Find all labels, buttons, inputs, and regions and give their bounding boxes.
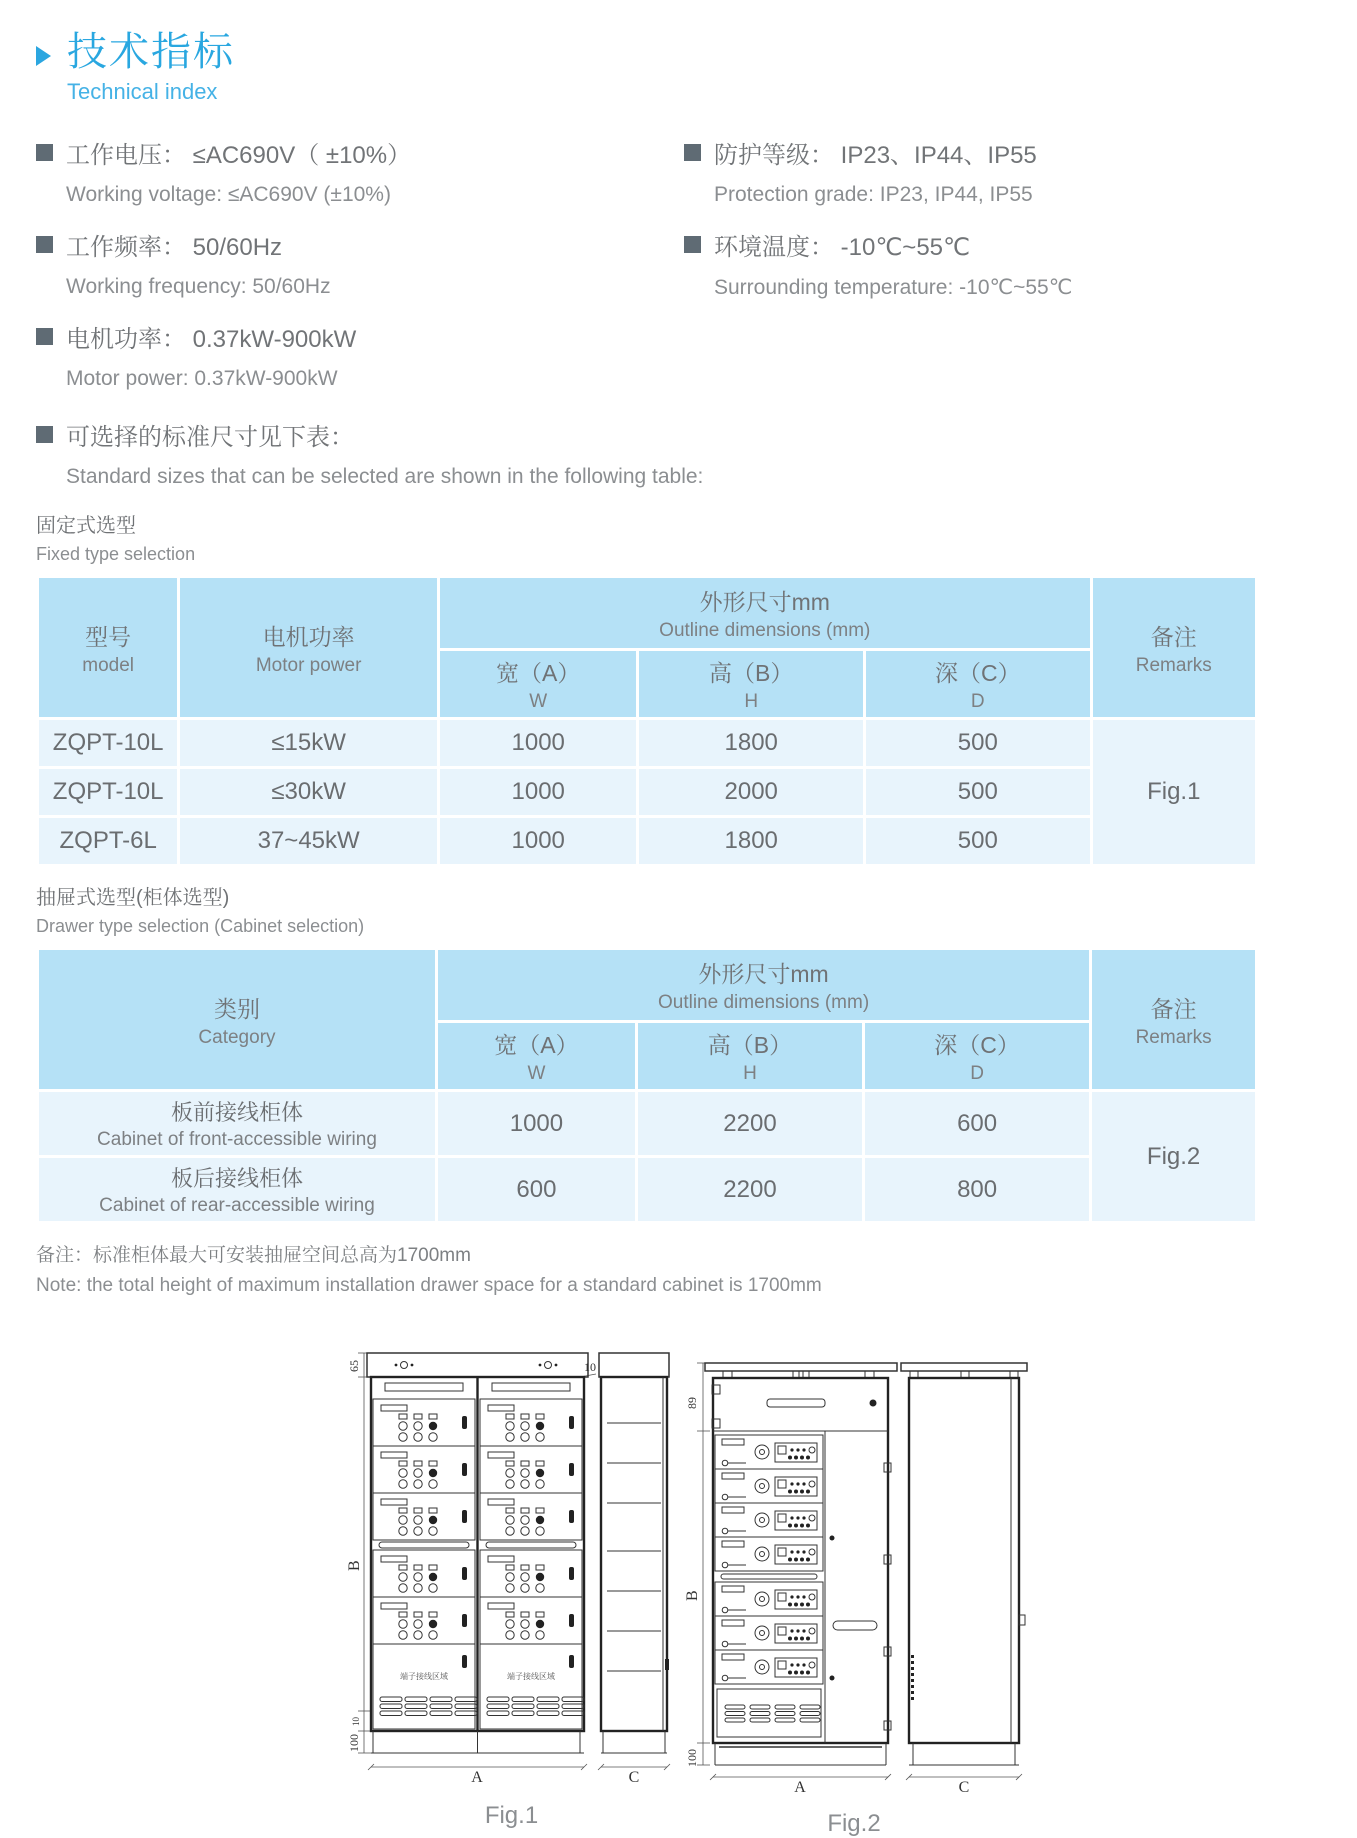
cell-power: ≤15kW xyxy=(180,720,437,766)
spec-cn-text: 电机功率： 0.37kW-900kW xyxy=(66,326,357,353)
spec-en-text: Motor power: 0.37kW-900kW xyxy=(66,367,338,390)
note-en: Note: the total height of maximum installation drawer space for a standard cabinet is 1700mm xyxy=(36,1275,822,1296)
bullet-square-icon xyxy=(36,236,53,253)
cell-height: 2200 xyxy=(638,1158,862,1221)
cell-depth: 800 xyxy=(865,1158,1089,1221)
spec-cn-text: 可选择的标准尺寸见下表： xyxy=(66,424,354,451)
spec-standard-sizes xyxy=(36,417,1357,489)
fig1-drawing xyxy=(344,1323,679,1793)
fig1-bottom-dimensions xyxy=(368,1764,670,1786)
fig1-dim-vent-label: 10 xyxy=(351,1717,361,1726)
cell-width: 1000 xyxy=(440,818,636,864)
drawer-type-table xyxy=(36,947,1258,1224)
spec-en-text: Working voltage: ≤AC690V (±10%) xyxy=(66,183,391,206)
fig1-dim-top-label: 65 xyxy=(347,1360,361,1372)
cell-category: 板后接线柜体 Cabinet of rear-accessible wiring xyxy=(39,1158,435,1221)
drawer-table-label-en: Drawer type selection (Cabinet selection) xyxy=(36,916,365,936)
th-width-a: 宽（A） W xyxy=(438,1023,635,1089)
spec-cn-text: 环境温度： -10℃~55℃ xyxy=(714,234,970,261)
fig1-caption: Fig.1 xyxy=(484,1802,539,1829)
spec-en-text: Working frequency: 50/60Hz xyxy=(66,275,331,298)
cell-model: ZQPT-6L xyxy=(39,818,177,864)
fig1-dim-height-label: B xyxy=(346,1560,363,1571)
cell-power: 37~45kW xyxy=(180,818,437,864)
fig1-side-view xyxy=(599,1353,669,1753)
fixed-type-table xyxy=(36,575,1258,867)
spec-working-frequency xyxy=(36,227,684,299)
fig2-bottom-dimensions xyxy=(710,1774,1022,1796)
cell-depth: 600 xyxy=(865,1092,1089,1155)
cell-height: 2200 xyxy=(638,1092,862,1155)
bullet-square-icon xyxy=(684,144,701,161)
fig1-terminal-text: 端子接线区域 xyxy=(400,1672,448,1681)
table-row xyxy=(39,1092,1255,1155)
cell-power: ≤30kW xyxy=(180,769,437,815)
section-marker-icon xyxy=(36,46,51,66)
bullet-square-icon xyxy=(36,144,53,161)
fig2-dim-height-label: B xyxy=(684,1590,701,1601)
th-depth-c: 深（C） D xyxy=(866,651,1090,717)
bullet-square-icon xyxy=(36,328,53,345)
spec-cn-text: 工作电压： ≤AC690V（ ±10%） xyxy=(66,142,412,169)
fig1 xyxy=(344,1323,679,1830)
fig2-dim-depth-label: C xyxy=(958,1779,970,1796)
table-row xyxy=(39,720,1255,766)
fig1-dimensions xyxy=(346,1353,596,1753)
th-category: 类别 Category xyxy=(39,950,435,1089)
th-motor-power: 电机功率 Motor power xyxy=(180,578,437,717)
fig2-front-view xyxy=(705,1363,897,1765)
fig1-terminal-area-right xyxy=(480,1644,584,1729)
th-height-b: 高（B） H xyxy=(639,651,863,717)
drawer-table-label-cn: 抽屉式选型(柜体选型) xyxy=(36,887,230,909)
fig2-dim-base-label: 100 xyxy=(685,1749,699,1767)
th-width-a: 宽（A） W xyxy=(440,651,636,717)
cell-model: ZQPT-10L xyxy=(39,720,177,766)
cell-height: 1800 xyxy=(639,720,863,766)
spec-protection-grade xyxy=(684,135,1332,207)
spec-working-voltage xyxy=(36,135,684,207)
th-outline-dimensions: 外形尺寸mm Outline dimensions (mm) xyxy=(440,578,1090,648)
fig2-door xyxy=(830,1463,892,1730)
cell-remark: Fig.1 xyxy=(1093,720,1255,864)
th-depth-c: 深（C） D xyxy=(865,1023,1089,1089)
fig2-side-view xyxy=(901,1363,1027,1765)
cell-height: 1800 xyxy=(639,818,863,864)
table-row xyxy=(39,1158,1255,1221)
fig2-dim-width-label: A xyxy=(794,1779,806,1796)
spec-en-text: Surrounding temperature: -10℃~55℃ xyxy=(714,276,1073,299)
fig1-dim-gap-label: 10 xyxy=(584,1360,596,1374)
th-remarks: 备注 Remarks xyxy=(1093,578,1255,717)
bullet-square-icon xyxy=(36,426,53,443)
fig2-dimensions xyxy=(684,1363,710,1767)
cell-width: 1000 xyxy=(440,769,636,815)
spec-motor-power xyxy=(36,319,684,391)
th-height-b: 高（B） H xyxy=(638,1023,862,1089)
fig1-front-view xyxy=(367,1353,588,1753)
fig2 xyxy=(679,1323,1029,1838)
spec-cn-text: 防护等级： IP23、IP44、IP55 xyxy=(714,142,1037,169)
cell-model: ZQPT-10L xyxy=(39,769,177,815)
specs-right-column xyxy=(684,129,1332,411)
page-title: 技术指标 xyxy=(67,30,235,74)
cell-width: 600 xyxy=(438,1158,635,1221)
specs-left-column xyxy=(36,129,684,411)
table-row xyxy=(39,818,1255,864)
fig2-caption: Fig.2 xyxy=(827,1810,881,1837)
fig1-terminal-area-left xyxy=(373,1644,477,1729)
spec-en-text: Standard sizes that can be selected are shown in the following table: xyxy=(66,465,704,488)
cell-category: 板前接线柜体 Cabinet of front-accessible wiring xyxy=(39,1092,435,1155)
th-outline-dimensions: 外形尺寸mm Outline dimensions (mm) xyxy=(438,950,1089,1020)
th-remarks: 备注 Remarks xyxy=(1092,950,1255,1089)
spec-cn-text: 工作频率： 50/60Hz xyxy=(66,234,283,261)
fixed-table-label-cn: 固定式选型 xyxy=(36,515,136,537)
fig2-drawing xyxy=(679,1323,1029,1801)
bullet-square-icon xyxy=(684,236,701,253)
th-model: 型号 model xyxy=(39,578,177,717)
fig2-dim-top-label: 89 xyxy=(685,1397,699,1409)
cell-depth: 500 xyxy=(866,720,1090,766)
fig1-dim-depth-label: C xyxy=(628,1769,640,1786)
cell-depth: 500 xyxy=(866,818,1090,864)
cell-depth: 500 xyxy=(866,769,1090,815)
fig1-terminal-text: 端子接线区域 xyxy=(507,1672,555,1681)
table-row xyxy=(39,769,1255,815)
page-subtitle: Technical index xyxy=(67,79,218,104)
page-header xyxy=(36,30,1357,105)
fixed-table-label-en: Fixed type selection xyxy=(36,544,196,564)
spec-en-text: Protection grade: IP23, IP44, IP55 xyxy=(714,183,1033,206)
fig1-dim-base-label: 100 xyxy=(347,1734,361,1752)
spec-surrounding-temperature xyxy=(684,227,1332,300)
specs-section xyxy=(36,129,1357,411)
cell-height: 2000 xyxy=(639,769,863,815)
note-cn: 备注：标准柜体最大可安装抽屉空间总高为1700mm xyxy=(36,1245,471,1266)
cell-width: 1000 xyxy=(440,720,636,766)
fig1-dim-width-label: A xyxy=(471,1769,483,1786)
cell-remark: Fig.2 xyxy=(1092,1092,1255,1221)
cell-width: 1000 xyxy=(438,1092,635,1155)
figures-section xyxy=(344,1323,1357,1838)
